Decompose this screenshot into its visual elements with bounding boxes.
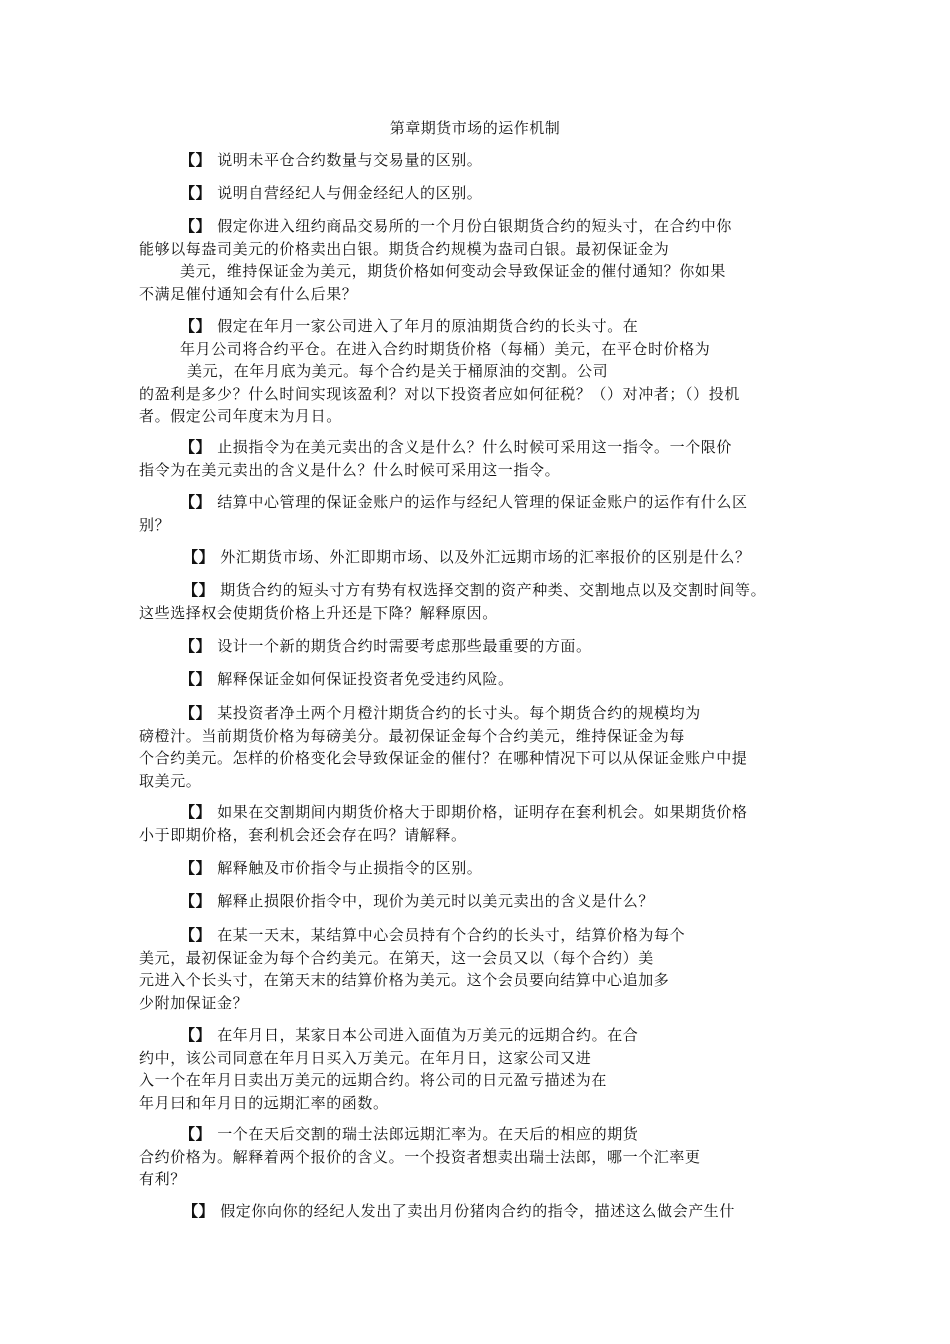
question-text: 解释触及市价指令与止损指令的区别。 xyxy=(217,859,483,877)
question-bracket: 【】 xyxy=(180,217,212,235)
question-bracket: 【】 xyxy=(180,1026,212,1044)
question-line xyxy=(183,1201,735,1221)
question-text: 别？ xyxy=(139,516,171,534)
question-text: 入一个在年月日卖出万美元的远期合约。将公司的日元盈亏描述为在 xyxy=(139,1071,608,1089)
question-bracket: 【】 xyxy=(180,803,212,821)
question-line xyxy=(180,492,748,512)
question-text: 有利？ xyxy=(139,1170,186,1188)
question-line xyxy=(139,406,342,426)
question-text: 美元，在年月底为美元。每个合约是关于桶原油的交割。公司 xyxy=(187,362,609,380)
question-text: 合约价格为。解释着两个报价的含义。一个投资者想卖出瑞士法郎，哪一个汇率更 xyxy=(139,1148,701,1166)
question-text: 假定在年月一家公司进入了年月的原油期货合约的长头寸。在 xyxy=(217,317,639,335)
question-line xyxy=(180,636,592,656)
question-text: 指令为在美元卖出的含义是什么？什么时候可采用这一指令。 xyxy=(139,461,561,479)
question-line xyxy=(139,726,685,746)
question-bracket: 【】 xyxy=(180,670,212,688)
question-line xyxy=(180,802,748,822)
question-line xyxy=(180,925,685,945)
question-line xyxy=(180,316,638,336)
question-bracket: 【】 xyxy=(180,317,212,335)
question-bracket: 【】 xyxy=(180,493,212,511)
question-text: 外汇期货市场、外汇即期市场、以及外汇远期市场的汇率报价的区别是什么？ xyxy=(220,548,751,566)
question-line xyxy=(139,970,669,990)
question-line xyxy=(139,825,467,845)
question-line xyxy=(180,891,654,911)
question-text: 假定你向你的经纪人发出了卖出月份猪肉合约的指令，描述这么做会产生什 xyxy=(220,1202,736,1220)
question-text: 的盈利是多少？什么时间实现该盈利？对以下投资者应如何征税？（）对冲者；（）投机 xyxy=(139,385,740,403)
question-bracket: 【】 xyxy=(180,184,212,202)
question-line xyxy=(180,437,732,457)
question-text: 少附加保证金？ xyxy=(139,994,249,1012)
question-text: 能够以每盎司美元的价格卖出白银。期货合约规模为盎司白银。最初保证金为 xyxy=(139,240,670,258)
question-bracket: 【】 xyxy=(180,1125,212,1143)
question-line xyxy=(139,1147,701,1167)
question-text: 不满足催付通知会有什么后果？ xyxy=(139,285,358,303)
question-bracket: 【】 xyxy=(180,637,212,655)
question-text: 设计一个新的期货合约时需要考虑那些最重要的方面。 xyxy=(217,637,592,655)
question-text: 解释保证金如何保证投资者免受违约风险。 xyxy=(217,670,514,688)
question-line xyxy=(139,1169,186,1189)
question-text: 约中，该公司同意在年月日买入万美元。在年月日，这家公司又进 xyxy=(139,1049,592,1067)
question-line xyxy=(180,150,482,170)
question-text: 某投资者净土两个月橙汁期货合约的长寸头。每个期货合约的规模均为 xyxy=(217,704,701,722)
question-text: 年月公司将合约平仓。在进入合约时期货价格（每桶）美元，在平仓时价格为 xyxy=(180,340,711,358)
question-bracket: 【】 xyxy=(180,151,212,169)
question-text: 在年月日，某家日本公司进入面值为万美元的远期合约。在合 xyxy=(217,1026,639,1044)
question-bracket: 【】 xyxy=(180,438,212,456)
question-bracket: 【】 xyxy=(180,926,212,944)
question-text: 如果在交割期间内期货价格大于即期价格，证明存在套利机会。如果期货价格 xyxy=(217,803,748,821)
question-bracket: 【】 xyxy=(180,704,212,722)
question-line xyxy=(139,1093,389,1113)
page-title: 第章期货市场的运作机制 xyxy=(389,119,561,137)
question-line xyxy=(180,339,710,359)
question-line xyxy=(180,703,701,723)
question-text: 假定你进入纽约商品交易所的一个月份白银期货合约的短头寸，在合约中你 xyxy=(217,217,733,235)
question-line xyxy=(183,580,766,600)
question-bracket: 【】 xyxy=(180,892,212,910)
question-text: 取美元。 xyxy=(139,772,202,790)
question-line xyxy=(180,1025,638,1045)
question-line xyxy=(139,460,560,480)
question-bracket: 【】 xyxy=(183,1202,215,1220)
question-line xyxy=(139,239,669,259)
question-line xyxy=(139,1048,591,1068)
question-text: 年月曰和年月日的远期汇率的函数。 xyxy=(139,1094,389,1112)
question-text: 美元，维持保证金为美元，期货价格如何变动会导致保证金的催付通知？你如果 xyxy=(180,262,727,280)
question-line xyxy=(180,858,482,878)
question-text: 结算中心管理的保证金账户的运作与经纪人管理的保证金账户的运作有什么区 xyxy=(217,493,748,511)
question-line xyxy=(139,384,740,404)
question-line xyxy=(180,669,514,689)
question-line xyxy=(183,547,751,567)
question-text: 小于即期价格，套利机会还会存在吗？请解释。 xyxy=(139,826,467,844)
question-text: 解释止损限价指令中，现价为美元时以美元卖出的含义是什么？ xyxy=(217,892,655,910)
question-text: 这些选择权会使期货价格上升还是下降？解释原因。 xyxy=(139,604,498,622)
question-line xyxy=(139,515,170,535)
question-text: 说明自营经纪人与佣金经纪人的区别。 xyxy=(217,184,483,202)
question-text: 者。假定公司年度末为月日。 xyxy=(139,407,342,425)
question-line xyxy=(180,216,732,236)
question-line xyxy=(139,993,248,1013)
question-line xyxy=(139,1070,607,1090)
question-text: 止损指令为在美元卖出的含义是什么？什么时候可采用这一指令。一个限价 xyxy=(217,438,733,456)
question-line xyxy=(180,183,482,203)
question-text: 美元，最初保证金为每个合约美元。在第天，这一会员又以（每个合约）美 xyxy=(139,949,654,967)
question-bracket: 【】 xyxy=(183,581,215,599)
question-line xyxy=(180,261,726,281)
question-line xyxy=(139,748,747,768)
question-line xyxy=(180,1124,638,1144)
question-text: 个合约美元。怎样的价格变化会导致保证金的催付？在哪种情况下可以从保证金账户中提 xyxy=(139,749,748,767)
question-line xyxy=(187,361,608,381)
question-line xyxy=(139,948,654,968)
question-text: 元进入个长头寸，在第天末的结算价格为美元。这个会员要向结算中心追加多 xyxy=(139,971,670,989)
question-line xyxy=(139,603,498,623)
question-text: 磅橙汁。当前期货价格为每磅美分。最初保证金每个合约美元，维持保证金为每 xyxy=(139,727,686,745)
question-text: 在某一天末，某结算中心会员持有个合约的长头寸，结算价格为每个 xyxy=(217,926,686,944)
question-line xyxy=(139,284,357,304)
question-text: 一个在天后交割的瑞士法郎远期汇率为。在天后的相应的期货 xyxy=(217,1125,639,1143)
question-text: 说明未平仓合约数量与交易量的区别。 xyxy=(217,151,483,169)
question-line xyxy=(139,771,201,791)
question-bracket: 【】 xyxy=(180,859,212,877)
question-text: 期货合约的短头寸方有势有权选择交割的资产种类、交割地点以及交割时间等。 xyxy=(220,581,767,599)
question-bracket: 【】 xyxy=(183,548,215,566)
